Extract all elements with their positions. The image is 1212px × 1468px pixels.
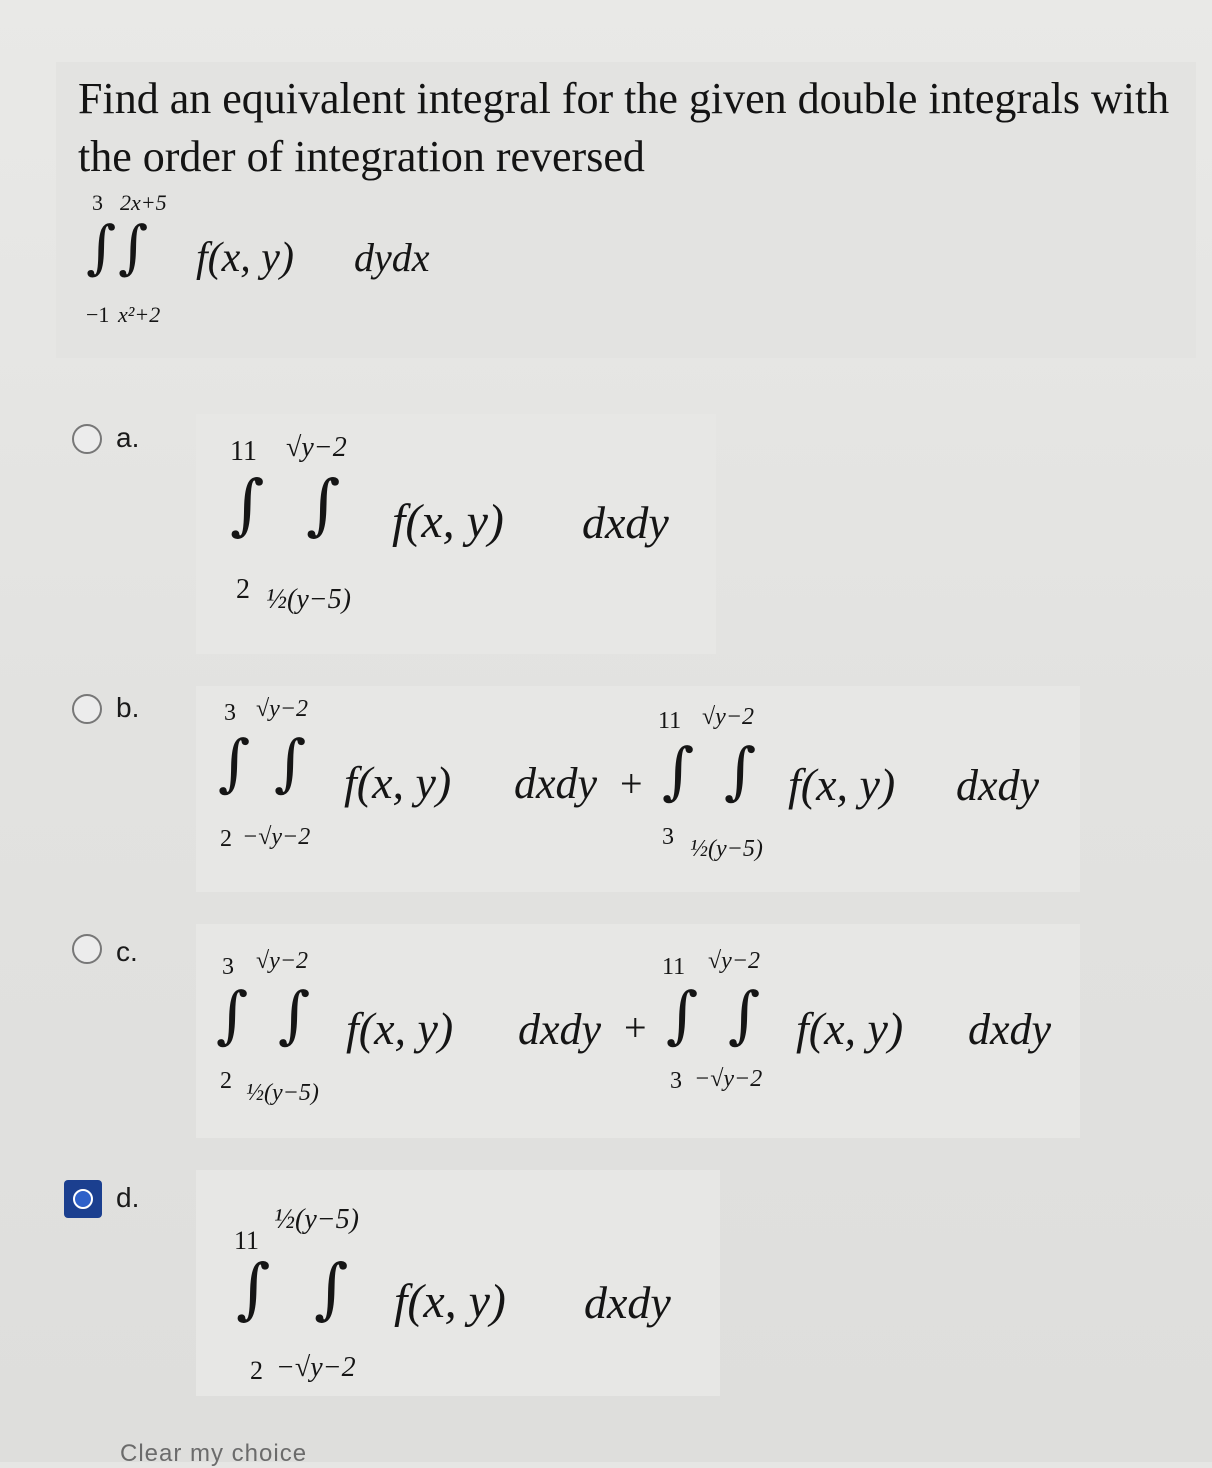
option-c-radio[interactable] [72, 934, 102, 964]
inner-upper-limit: √y−2 [702, 704, 755, 730]
option-d-radio[interactable] [64, 1180, 102, 1218]
differential: dxdy [584, 1277, 671, 1328]
integrand: f(x, y) [394, 1275, 506, 1328]
outer-lower-limit: 3 [670, 1068, 682, 1094]
outer-integral-sign: ∫ [86, 213, 117, 281]
inner-upper-limit: √y−2 [286, 432, 347, 463]
question-integral [56, 62, 656, 358]
differential: dxdy [968, 1005, 1052, 1054]
plus-sign: + [620, 761, 643, 806]
differential: dydx [354, 235, 430, 280]
inner-lower-limit: −√y−2 [276, 1352, 356, 1383]
inner-upper-limit: √y−2 [708, 948, 761, 974]
integrand: f(x, y) [196, 235, 294, 281]
option-c-panel[interactable] [196, 924, 1080, 1138]
outer-integral-sign: ∫ [230, 466, 265, 543]
inner-integral-sign: ∫ [118, 213, 149, 281]
outer-upper-limit: 11 [662, 954, 686, 980]
question-panel [56, 62, 1196, 358]
option-a-panel[interactable] [196, 414, 716, 654]
integrand: f(x, y) [392, 495, 504, 548]
inner-upper-limit: √y−2 [256, 696, 309, 722]
outer-upper-limit: 11 [658, 708, 682, 734]
inner-integral-sign: ∫ [274, 726, 307, 799]
integrand: f(x, y) [346, 1003, 454, 1054]
integrand: f(x, y) [796, 1003, 904, 1054]
option-a-radio[interactable] [72, 424, 102, 454]
option-c-label[interactable]: c. [116, 936, 138, 967]
outer-upper-limit: 3 [224, 700, 236, 726]
inner-lower-limit: ½(y−5) [690, 836, 763, 862]
option-a-label[interactable]: a. [116, 422, 140, 453]
outer-lower-limit: 2 [236, 574, 250, 605]
option-d-label[interactable]: d. [116, 1182, 140, 1213]
option-d-panel[interactable] [196, 1170, 720, 1396]
inner-integral-sign: ∫ [306, 466, 341, 543]
clear-choice-link[interactable]: Clear my choice [120, 1440, 308, 1467]
selected-radio-dot [73, 1189, 93, 1209]
inner-integral-sign: ∫ [728, 978, 761, 1051]
question-text: Find an equivalent integral for the given double integrals with the order of integration reversed [78, 74, 1170, 181]
outer-upper-limit: 3 [222, 954, 234, 980]
inner-upper-limit: √y−2 [256, 948, 309, 974]
outer-upper-limit: 11 [234, 1226, 260, 1255]
outer-lower-limit: 2 [220, 826, 232, 852]
outer-lower-limit: 2 [220, 1068, 232, 1094]
inner-lower-limit: ½(y−5) [266, 584, 351, 615]
outer-upper-limit: 11 [230, 436, 257, 467]
option-b-radio[interactable] [72, 694, 102, 724]
outer-lower-limit: 3 [662, 824, 674, 850]
inner-upper-limit: 2x+5 [120, 190, 167, 215]
outer-integral-sign: ∫ [236, 1250, 271, 1327]
inner-integral-sign: ∫ [724, 734, 757, 807]
option-b-panel[interactable] [196, 686, 1080, 892]
inner-lower-limit: −√y−2 [694, 1066, 763, 1092]
inner-lower-limit: ½(y−5) [246, 1080, 319, 1106]
inner-lower-limit: −√y−2 [242, 824, 311, 850]
plus-sign: + [624, 1005, 647, 1050]
outer-integral-sign: ∫ [218, 726, 251, 799]
differential: dxdy [956, 761, 1040, 810]
outer-upper-limit: 3 [92, 190, 103, 215]
integrand: f(x, y) [788, 759, 896, 810]
outer-integral-sign: ∫ [662, 734, 695, 807]
outer-integral-sign: ∫ [216, 978, 249, 1051]
outer-lower-limit: −1 [86, 302, 110, 327]
differential: dxdy [518, 1005, 602, 1054]
differential: dxdy [582, 497, 669, 548]
inner-integral-sign: ∫ [314, 1250, 349, 1327]
option-b-label[interactable]: b. [116, 692, 140, 723]
integrand: f(x, y) [344, 757, 452, 808]
outer-integral-sign: ∫ [666, 978, 699, 1051]
inner-upper-limit: ½(y−5) [274, 1204, 359, 1235]
inner-integral-sign: ∫ [278, 978, 311, 1051]
inner-lower-limit: x²+2 [118, 302, 161, 327]
differential: dxdy [514, 759, 598, 808]
outer-lower-limit: 2 [250, 1356, 263, 1385]
